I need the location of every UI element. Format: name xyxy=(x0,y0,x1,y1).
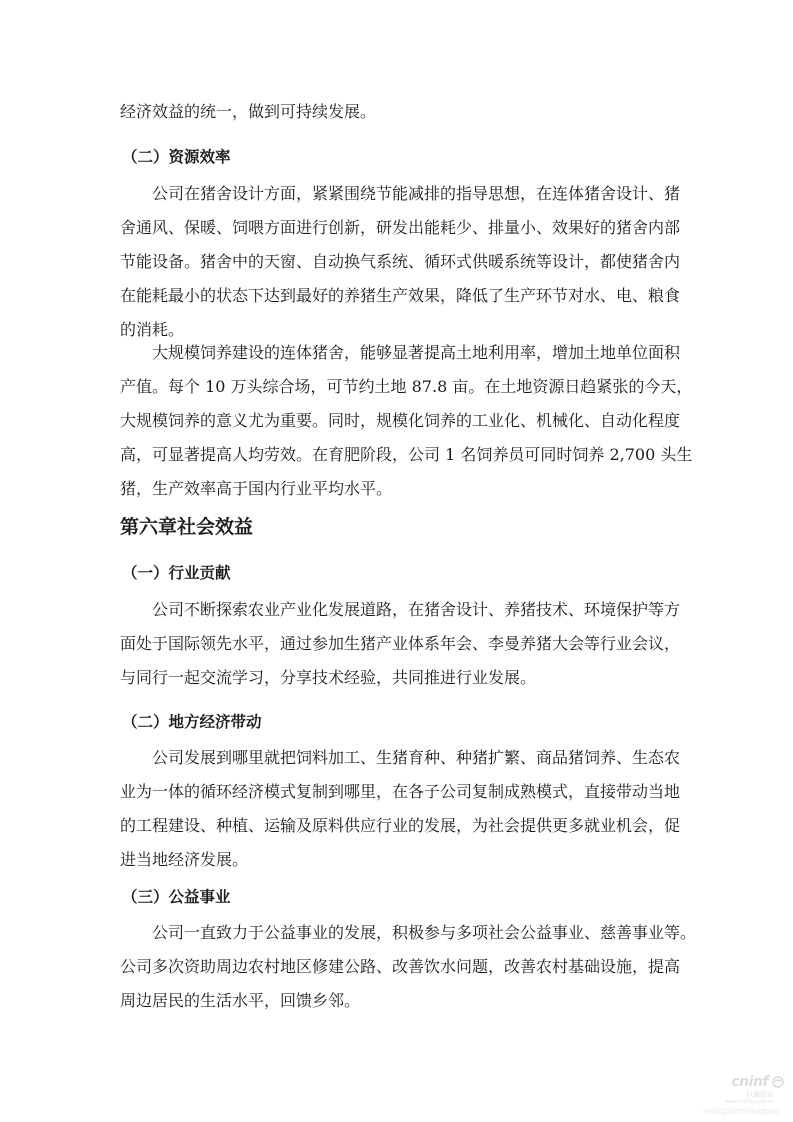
paragraph-line: 大规模饲养建设的连体猪舍，能够显著提高土地利用率，增加土地单位面积 xyxy=(152,343,681,362)
paragraph-line: 的工程建设、种植、运输及原料供应行业的发展，为社会提供更多就业机会，促 xyxy=(120,816,681,835)
cninfo-logo-text: cninf xyxy=(731,1074,768,1090)
paragraph-line: 经济效益的统一，做到可持续发展。 xyxy=(120,102,377,121)
paragraph-line: 猪，生产效率高于国内行业平均水平。 xyxy=(120,479,393,498)
paragraph-line: 产值。每个 10 万头综合场，可节约土地 87.8 亩。在土地资源日趋紧张的今天， xyxy=(120,377,693,396)
paragraph-line: 公司不断探索农业产业化发展道路，在猪舍设计、养猪技术、环境保护等方 xyxy=(152,600,681,619)
cninfo-cn-name: 巨潮资讯 xyxy=(746,1091,774,1099)
cninfo-tagline: 中国证监会指定信息披露网站 xyxy=(701,1109,780,1116)
paragraph-line: 业为一体的循环经济模式复制到哪里，在各子公司复制成熟模式，直接带动当地 xyxy=(120,782,681,801)
paragraph-line: 公司多次资助周边农村地区修建公路、改善饮水问题，改善农村基础设施，提高 xyxy=(120,957,681,976)
paragraph-line: 舍通风、保暖、饲喂方面进行创新，研发出能耗少、排量小、效果好的猪舍内部 xyxy=(120,218,681,237)
paragraph-line: 公司一直致力于公益事业的发展，积极参与多项社会公益事业、慈善事业等。 xyxy=(152,923,697,942)
section-heading: （二）资源效率 xyxy=(122,148,231,166)
section-heading: （三）公益事业 xyxy=(122,888,231,906)
section-heading: （一）行业贡献 xyxy=(122,564,231,582)
paragraph-line: 节能设备。猪舍中的天窗、自动换气系统、循环式供暖系统等设计，都使猪舍内 xyxy=(120,252,681,271)
paragraph-line: 公司发展到哪里就把饲料加工、生猪育种、种猪扩繁、商品猪饲养、生态农 xyxy=(152,748,681,767)
paragraph-line: 与同行一起交流学习，分享技术经验，共同推进行业发展。 xyxy=(120,668,537,687)
cninfo-swirl-icon xyxy=(772,1076,784,1088)
paragraph-line: 高，可显著提高人均劳效。在育肥阶段，公司 1 名饲养员可同时饲养 2,700 头生 xyxy=(120,445,693,464)
paragraph-line: 周边居民的生活水平，回馈乡邻。 xyxy=(120,991,361,1010)
paragraph-line: 在能耗最小的状态下达到最好的养猪生产效果，降低了生产环节对水、电、粮食 xyxy=(120,286,681,305)
cninfo-watermark xyxy=(701,1074,786,1118)
chapter-title: 第六章社会效益 xyxy=(120,516,254,538)
paragraph-line: 的消耗。 xyxy=(120,320,185,339)
section-heading: （二）地方经济带动 xyxy=(122,713,262,731)
paragraph-line: 公司在猪舍设计方面，紧紧围绕节能减排的指导思想，在连体猪舍设计、猪 xyxy=(152,184,681,203)
cninfo-url: www.cninfo.com.cn xyxy=(725,1099,774,1105)
paragraph-line: 大规模饲养的意义尤为重要。同时，规模化饲养的工业化、机械化、自动化程度 xyxy=(120,411,681,430)
paragraph-line: 进当地经济发展。 xyxy=(120,850,249,869)
paragraph-line: 面处于国际领先水平，通过参加生猪产业体系年会、李曼养猪大会等行业会议， xyxy=(120,634,681,653)
